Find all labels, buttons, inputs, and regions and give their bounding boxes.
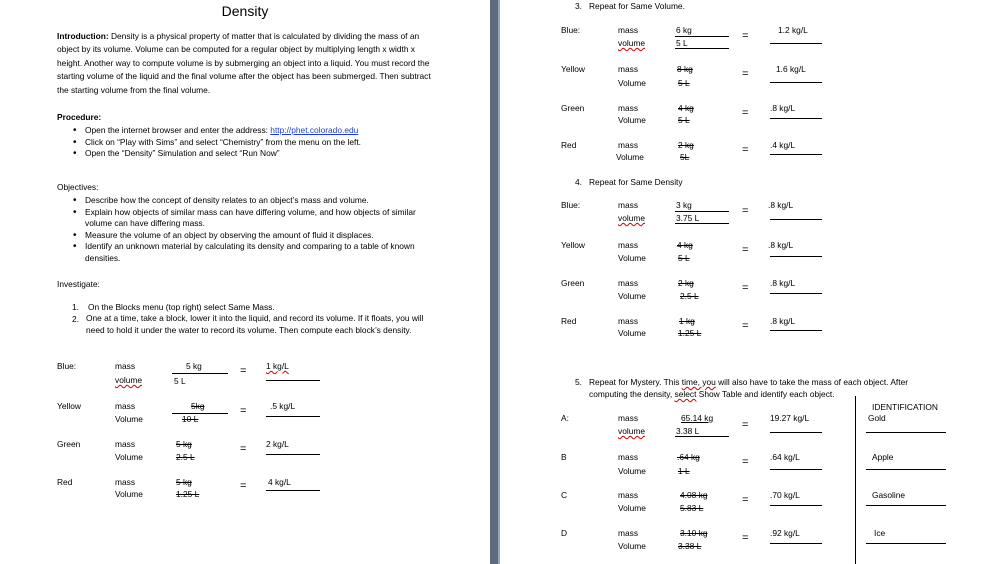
mass-value: 6 kg — [676, 25, 692, 35]
identification-value: Ice — [874, 528, 886, 538]
procedure-item: • Open the internet browser and enter the address: http://phet.colorado.edu — [57, 125, 457, 137]
volume-value: 3.75 L — [676, 213, 700, 223]
fraction-line — [172, 373, 228, 374]
volume-label: Volume — [618, 541, 646, 551]
identification-value: Gasoline — [872, 490, 906, 500]
answer-line — [266, 454, 320, 455]
volume-value: 1 L — [678, 466, 690, 476]
row-label: D — [561, 528, 568, 538]
introduction-label: Introduction: — [57, 31, 109, 41]
mass-label: mass — [618, 528, 639, 538]
identification-divider — [855, 396, 856, 564]
step-text-line1: Repeat for Mystery. This time, you will also have to take the mass of each object. After — [589, 377, 909, 387]
investigate-heading: Investigate: — [57, 279, 100, 289]
equals-sign: = — [742, 30, 749, 42]
row-color-label: Green — [57, 439, 81, 449]
volume-label: Volume — [618, 78, 646, 88]
density-value: .8 kg/L — [770, 103, 796, 113]
objective-item: • Explain how objects of similar mass can have differing volume, and how objects of similar volume can have differing mass. — [57, 207, 427, 230]
fraction-line — [675, 211, 729, 212]
equals-sign: = — [742, 107, 749, 119]
answer-line — [770, 154, 822, 155]
mass-label: mass — [115, 439, 136, 449]
equals-sign: = — [742, 419, 749, 431]
row-color-label: Blue: — [561, 200, 581, 210]
equals-sign: = — [742, 144, 749, 156]
volume-label: Volume — [115, 414, 143, 424]
volume-value: 2.5 L — [680, 291, 699, 301]
volume-value: 10 L — [182, 414, 199, 424]
mass-label: mass — [115, 477, 136, 487]
density-value: .8 kg/L — [770, 278, 796, 288]
identification-header: IDENTIFICATION — [872, 402, 938, 412]
answer-line — [770, 432, 822, 433]
row-color-label: Green — [561, 278, 585, 288]
identification-line — [866, 432, 946, 433]
introduction-text: Density is a physical property of matter that is calculated by dividing the mass of an object by its volume. Volume can be computed for a regular object by multiplying length x width x height. Another way to compute volume is by submerging an object into a liquid. You must record the starting volume of the liquid and the final volume after the object has been submerged. Then subtract the starting volume from the final volume. — [57, 31, 431, 95]
volume-label: Volume — [618, 291, 646, 301]
step-number: 2. — [72, 314, 79, 324]
procedure-item: • Click on “Play with Sims” and select “Chemistry” from the menu on the left. — [57, 137, 457, 149]
answer-line — [266, 380, 320, 381]
volume-value: 5 L — [678, 253, 690, 263]
document-page-left — [0, 0, 490, 564]
step-text: On the Blocks menu (top right) select Same Mass. — [88, 302, 275, 312]
density-value: 1.2 kg/L — [778, 25, 808, 35]
mass-label: mass — [618, 103, 639, 113]
answer-line — [770, 118, 822, 119]
density-value: .8 kg/L — [768, 240, 794, 250]
mass-value: 4.08 kg — [680, 490, 708, 500]
volume-label: Volume — [115, 489, 143, 499]
mass-label: mass — [115, 361, 136, 371]
fraction-line — [675, 48, 729, 49]
row-label: A: — [561, 413, 569, 423]
mass-value: 3.10 kg — [680, 528, 708, 538]
volume-label: Volume — [618, 466, 646, 476]
volume-label: volume — [618, 213, 645, 223]
procedure-heading: Procedure: — [57, 112, 102, 122]
volume-label: Volume — [618, 253, 646, 263]
row-color-label: Green — [561, 103, 585, 113]
step-text: One at a time, take a block, lower it into the liquid, and record its volume. If it floats, you will need to hold it under the water to record its volume. Then compute each block’s density. — [86, 313, 424, 335]
volume-value: 5.83 L — [680, 503, 704, 513]
volume-value: 5 L — [678, 78, 690, 88]
equals-sign: = — [240, 365, 247, 377]
volume-label: volume — [115, 375, 142, 385]
objectives-list — [57, 195, 427, 264]
volume-value: 5 L — [678, 115, 690, 125]
volume-value: 1.25 L — [678, 328, 702, 338]
mass-label: mass — [618, 316, 639, 326]
identification-value: Apple — [872, 452, 894, 462]
density-value: 2 kg/L — [266, 439, 289, 449]
answer-line — [266, 490, 320, 491]
phet-link[interactable]: http://phet.colorado.edu — [270, 125, 359, 135]
equals-sign: = — [742, 244, 749, 256]
equals-sign: = — [742, 532, 749, 544]
mass-value: 5 kg — [176, 439, 192, 449]
mass-value: 2 kg — [678, 278, 694, 288]
row-color-label: Red — [561, 316, 577, 326]
step-text: Repeat for Same Volume. — [589, 1, 685, 11]
equals-sign: = — [742, 282, 749, 294]
row-label: B — [561, 452, 567, 462]
mass-label: mass — [618, 240, 639, 250]
volume-value: 5 L — [676, 38, 688, 48]
row-label: C — [561, 490, 568, 500]
mass-value: 2 kg — [678, 140, 694, 150]
mass-label: mass — [618, 278, 639, 288]
answer-line — [770, 293, 822, 294]
mass-label: mass — [618, 413, 639, 423]
equals-sign: = — [742, 205, 749, 217]
volume-value: 1.25 L — [176, 489, 200, 499]
row-color-label: Yellow — [561, 240, 585, 250]
fraction-line — [675, 223, 729, 224]
volume-value: 3.38 L — [676, 426, 700, 436]
volume-label: volume — [618, 38, 645, 48]
density-value: 1.6 kg/L — [776, 64, 806, 74]
volume-label: Volume — [618, 115, 646, 125]
mass-label: mass — [618, 490, 639, 500]
step-number: 4. — [575, 177, 582, 187]
answer-line — [770, 82, 822, 83]
identification-line — [866, 543, 946, 544]
mass-value: 5kg — [191, 401, 205, 411]
equals-sign: = — [240, 443, 247, 455]
answer-line — [770, 330, 822, 331]
mass-value: 65.14 kg — [681, 413, 714, 423]
answer-line — [770, 256, 822, 257]
fraction-line — [675, 436, 729, 437]
volume-label: Volume — [618, 328, 646, 338]
mass-value: 1 kg — [679, 316, 695, 326]
answer-line — [770, 543, 822, 544]
fraction-line — [172, 413, 228, 414]
density-value: .70 kg/L — [770, 490, 800, 500]
mass-value: 8 kg — [677, 64, 693, 74]
mass-value: 4 kg — [677, 240, 693, 250]
mass-value: 3 kg — [676, 200, 692, 210]
volume-value: 3.38 L — [678, 541, 702, 551]
density-value: .92 kg/L — [770, 528, 800, 538]
page-title: Density — [221, 3, 269, 19]
mass-value: 4 kg — [678, 103, 694, 113]
mass-value: .64 kg — [677, 452, 700, 462]
equals-sign: = — [240, 405, 247, 417]
row-color-label: Blue: — [561, 25, 581, 35]
answer-line — [770, 469, 822, 470]
procedure-list — [57, 125, 457, 160]
objective-item: • Describe how the concept of density relates to an object’s mass and volume. — [57, 195, 427, 207]
volume-label: volume — [618, 426, 645, 436]
volume-value: 5L — [680, 152, 690, 162]
objectives-heading: Objectives: — [57, 182, 99, 192]
step-text-line2: computing the density, select Show Table and identify each object. — [589, 389, 835, 399]
answer-line — [770, 43, 822, 44]
row-color-label: Yellow — [57, 401, 81, 411]
identification-line — [866, 505, 946, 506]
equals-sign: = — [742, 68, 749, 80]
mass-value: 5 kg — [176, 477, 192, 487]
fraction-line — [675, 36, 729, 37]
identification-value: Gold — [868, 413, 886, 423]
mass-label: mass — [618, 140, 639, 150]
step-number: 3. — [575, 1, 582, 11]
step-number: 1. — [72, 302, 79, 312]
density-value: .4 kg/L — [770, 140, 796, 150]
answer-line — [266, 416, 320, 417]
volume-value: 5 L — [174, 376, 186, 386]
row-color-label: Red — [561, 140, 577, 150]
mass-label: mass — [618, 64, 639, 74]
volume-label: Volume — [618, 503, 646, 513]
density-value: 4 kg/L — [268, 477, 291, 487]
volume-value: 2.5 L — [176, 452, 195, 462]
density-value: .64 kg/L — [770, 452, 800, 462]
mass-value: 5 kg — [186, 361, 202, 371]
introduction-paragraph — [57, 30, 437, 97]
equals-sign: = — [742, 456, 749, 468]
density-value: .8 kg/L — [770, 316, 796, 326]
row-color-label: Red — [57, 477, 73, 487]
answer-line — [770, 219, 822, 220]
answer-line — [770, 505, 822, 506]
row-color-label: Yellow — [561, 64, 585, 74]
row-color-label: Blue: — [57, 361, 77, 371]
step-text: Repeat for Same Density — [589, 177, 683, 187]
mass-label: mass — [618, 25, 639, 35]
objective-item: • Identify an unknown material by calculating its density and comparing to a table of known densities. — [57, 241, 427, 264]
identification-line — [866, 469, 946, 470]
density-value: 1 kg/L — [266, 361, 289, 371]
volume-label: Volume — [115, 452, 143, 462]
mass-label: mass — [618, 200, 639, 210]
equals-sign: = — [742, 494, 749, 506]
equals-sign: = — [742, 320, 749, 332]
step-number: 5. — [575, 377, 582, 387]
document-page-right — [500, 0, 984, 564]
procedure-item: • Open the “Density” Simulation and select “Run Now” — [57, 148, 457, 160]
equals-sign: = — [240, 480, 247, 492]
density-value: .8 kg/L — [768, 200, 794, 210]
objective-item: • Measure the volume of an object by observing the amount of fluid it displaces. — [57, 230, 427, 242]
density-value: 19.27 kg/L — [770, 413, 810, 423]
volume-label: Volume — [616, 152, 644, 162]
mass-label: mass — [115, 401, 136, 411]
density-value: .5 kg/L — [270, 401, 296, 411]
mass-label: mass — [618, 452, 639, 462]
